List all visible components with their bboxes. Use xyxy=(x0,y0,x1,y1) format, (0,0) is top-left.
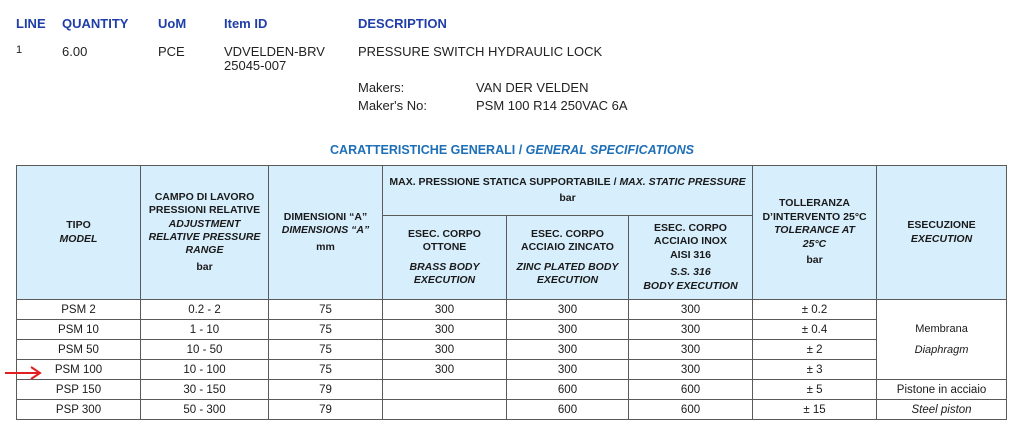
brass-en2: EXECUTION xyxy=(413,273,476,286)
cell-zinc: 600 xyxy=(507,380,629,400)
membrana-it: Membrana xyxy=(915,322,968,335)
cell-dim: 79 xyxy=(269,400,383,420)
campo-en1: ADJUSTMENT xyxy=(168,217,241,230)
cell-brass: 300 xyxy=(383,360,507,380)
campo-line2: PRESSIONI RELATIVE xyxy=(148,204,261,217)
cell-brass xyxy=(383,380,507,400)
zinc-it1: ESEC. CORPO xyxy=(531,227,604,240)
cell-range: 30 - 150 xyxy=(141,380,269,400)
cell-zinc: 300 xyxy=(507,340,629,360)
col-model-header xyxy=(17,166,141,300)
makers-no-label: Maker's No: xyxy=(358,98,427,113)
cell-tol: ± 3 xyxy=(753,360,877,380)
cell-brass: 300 xyxy=(383,300,507,320)
cell-zinc: 300 xyxy=(507,360,629,380)
table-row xyxy=(17,400,1007,420)
makers-no-value: PSM 100 R14 250VAC 6A xyxy=(476,98,628,113)
cell-tol: ± 15 xyxy=(753,400,877,420)
header-item-id: Item ID xyxy=(224,16,268,31)
tol-it1: TOLLERANZA xyxy=(779,197,851,210)
exec-it: ESECUZIONE xyxy=(907,219,976,232)
table-row xyxy=(17,320,1007,340)
col-range-header xyxy=(141,166,269,300)
uom-value: PCE xyxy=(158,44,185,59)
description-value: PRESSURE SWITCH HYDRAULIC LOCK xyxy=(358,44,603,59)
cell-dim: 79 xyxy=(269,380,383,400)
tol-unit: bar xyxy=(806,254,823,267)
col-brass-header xyxy=(383,216,507,300)
table-row-highlighted xyxy=(17,360,1007,380)
dim-unit: mm xyxy=(316,240,335,253)
exec-en: EXECUTION xyxy=(910,232,973,245)
zinc-en2: EXECUTION xyxy=(536,273,599,286)
cell-brass: 300 xyxy=(383,320,507,340)
table-row xyxy=(17,380,1007,400)
dim-it: DIMENSIONI “A” xyxy=(283,210,368,223)
cell-inox: 600 xyxy=(629,380,753,400)
header-line: LINE xyxy=(16,16,46,31)
table-row xyxy=(17,340,1007,360)
makers-label: Makers: xyxy=(358,80,405,95)
quantity-value: 6.00 xyxy=(62,44,88,59)
right-arrow-icon xyxy=(4,366,44,380)
col-tolerance-header xyxy=(753,166,877,300)
section-title-it: CARATTERISTICHE GENERALI xyxy=(330,143,516,157)
campo-unit: bar xyxy=(196,260,213,273)
cell-model: PSP 150 xyxy=(17,380,141,400)
max-unit: bar xyxy=(559,192,576,204)
cell-exec-pistone-it: Pistone in acciaio xyxy=(877,380,1007,400)
inox-en2: BODY EXECUTION xyxy=(643,279,738,292)
col-dim-header xyxy=(269,166,383,300)
membrana-en: Diaphragm xyxy=(914,343,969,356)
cell-range: 50 - 300 xyxy=(141,400,269,420)
cell-model: PSM 10 xyxy=(17,320,141,340)
brass-it: ESEC. CORPO OTTONE xyxy=(408,227,481,254)
col-execution-header xyxy=(877,166,1007,300)
inox-en1: S.S. 316 xyxy=(670,266,711,279)
cell-dim: 75 xyxy=(269,300,383,320)
dim-en: DIMENSIONS “A” xyxy=(281,224,370,237)
cell-dim: 75 xyxy=(269,360,383,380)
max-it: MAX. PRESSIONE STATICA SUPPORTABILE xyxy=(389,175,611,188)
cell-tol: ± 5 xyxy=(753,380,877,400)
cell-range: 1 - 10 xyxy=(141,320,269,340)
spec-table xyxy=(16,165,1007,420)
cell-model: PSM 100 xyxy=(17,360,141,380)
col-max-pressure-header xyxy=(383,166,753,216)
tipo-label: TIPO xyxy=(66,219,91,232)
cell-dim: 75 xyxy=(269,320,383,340)
cell-range: 0.2 - 2 xyxy=(141,300,269,320)
makers-value: VAN DER VELDEN xyxy=(476,80,589,95)
cell-tol: ± 0.4 xyxy=(753,320,877,340)
zinc-it2: ACCIAIO ZINCATO xyxy=(521,241,614,254)
cell-model: PSM 50 xyxy=(17,340,141,360)
cell-inox: 300 xyxy=(629,300,753,320)
cell-range: 10 - 100 xyxy=(141,360,269,380)
tol-it2: D’INTERVENTO 25°C xyxy=(762,210,867,223)
cell-inox: 600 xyxy=(629,400,753,420)
tol-en1: TOLERANCE AT xyxy=(774,224,855,237)
cell-inox: 300 xyxy=(629,360,753,380)
campo-line1: CAMPO DI LAVORO xyxy=(154,190,255,203)
campo-en3: RANGE xyxy=(185,244,224,257)
model-label: MODEL xyxy=(59,232,98,245)
max-en: MAX. STATIC PRESSURE xyxy=(619,175,746,188)
cell-inox: 300 xyxy=(629,340,753,360)
inox-it1: ESEC. CORPO xyxy=(654,221,727,234)
cell-exec-pistone-en: Steel piston xyxy=(877,400,1007,420)
cell-exec-membrana xyxy=(877,300,1007,380)
cell-tol: ± 2 xyxy=(753,340,877,360)
section-title-sep: / xyxy=(515,143,526,157)
section-title xyxy=(0,143,1024,157)
col-inox-header xyxy=(629,216,753,300)
header-description: DESCRIPTION xyxy=(358,16,447,31)
col-zinc-header xyxy=(507,216,629,300)
tol-en2: 25°C xyxy=(802,237,827,250)
section-title-en: GENERAL SPECIFICATIONS xyxy=(525,143,694,157)
header-uom: UoM xyxy=(158,16,187,31)
brass-en1: BRASS BODY xyxy=(409,260,480,273)
cell-brass: 300 xyxy=(383,340,507,360)
header-quantity: QUANTITY xyxy=(62,16,129,31)
inox-it3: AISI 316 xyxy=(670,248,711,261)
cell-zinc: 300 xyxy=(507,320,629,340)
cell-brass xyxy=(383,400,507,420)
zinc-en1: ZINC PLATED BODY xyxy=(516,260,619,273)
max-sep: / xyxy=(610,175,620,188)
cell-zinc: 300 xyxy=(507,300,629,320)
cell-range: 10 - 50 xyxy=(141,340,269,360)
cell-zinc: 600 xyxy=(507,400,629,420)
item-id-line1: VDVELDEN-BRV xyxy=(224,44,325,59)
cell-tol: ± 0.2 xyxy=(753,300,877,320)
item-id-line2: 25045-007 xyxy=(224,58,287,73)
campo-en2: RELATIVE PRESSURE xyxy=(148,231,261,243)
cell-inox: 300 xyxy=(629,320,753,340)
inox-it2: ACCIAIO INOX xyxy=(654,235,727,248)
cell-model: PSP 300 xyxy=(17,400,141,420)
cell-dim: 75 xyxy=(269,340,383,360)
table-row xyxy=(17,300,1007,320)
line-number: 1 xyxy=(16,44,23,56)
cell-model: PSM 2 xyxy=(17,300,141,320)
